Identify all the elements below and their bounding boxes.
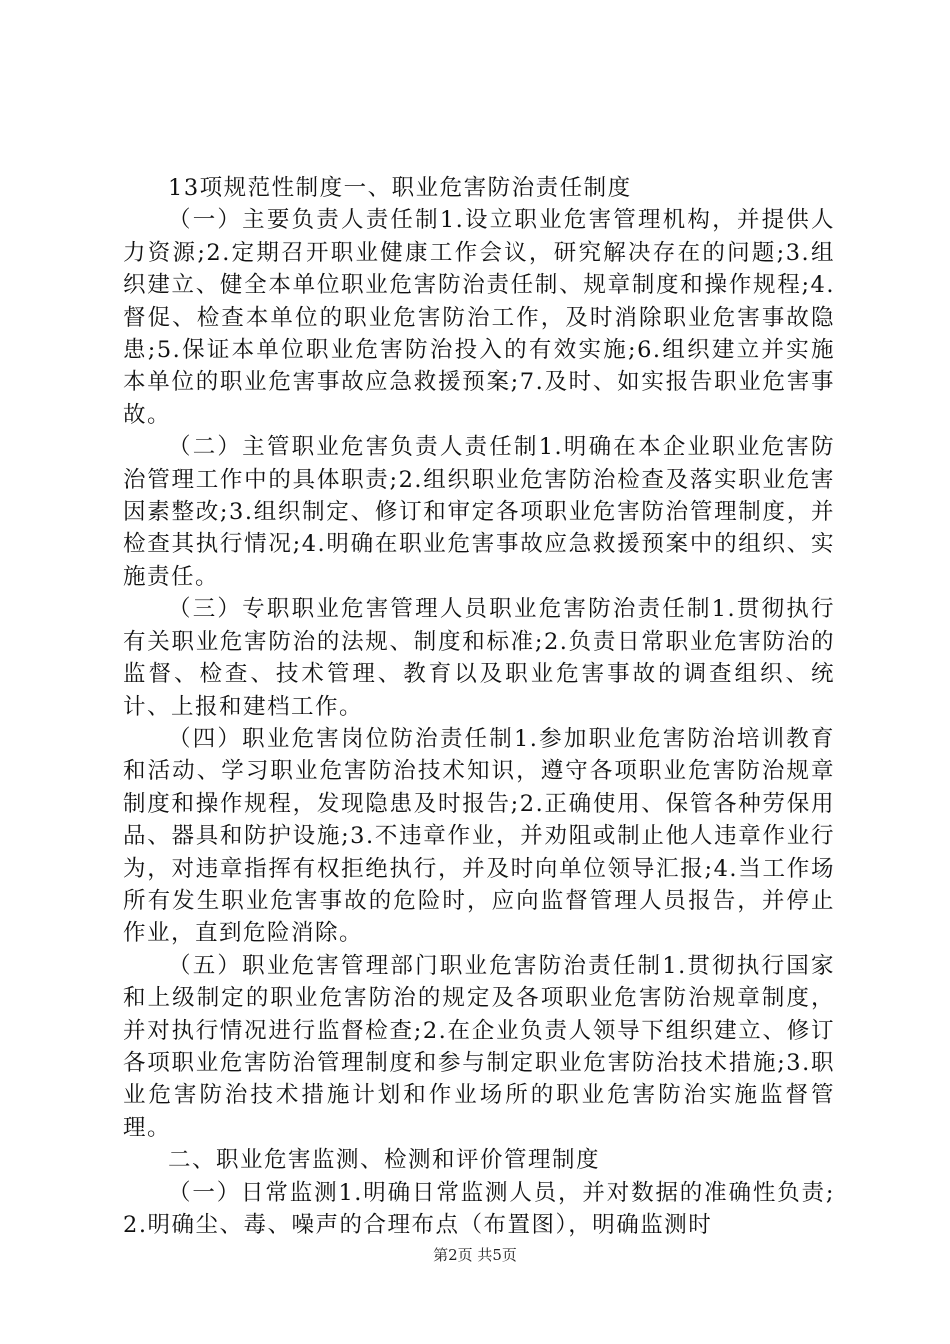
page-footer: 第2页 共5页: [433, 1246, 517, 1264]
paragraph-1: （一）主要负责人责任制1.设立职业危害管理机构，并提供人力资源;2.定期召开职业健康工作会议，研究解决存在的问题;3.组织建立、健全本单位职业危害防治责任制、规章制度和操作规程;4.督促、检查本单位的职业危害防治工作，及时消除职业危害事故隐患;5.保证本单位职业危害防治投入的有效实施;6.组织建立并实施本单位的职业危害事故应急救援预案;7.及时、如实报告职业危害事故。: [123, 207, 835, 428]
paragraph-5: （五）职业危害管理部门职业危害防治责任制1.贯彻执行国家和上级制定的职业危害防治的规定及各项职业危害防治规章制度，并对执行情况进行监督检查;2.在企业负责人领导下组织建立、修订各项职业危害防治管理制度和参与制定职业危害防治技术措施;3.职业危害防治技术措施计划和作业场所的职业危害防治实施监督管理。: [123, 952, 835, 1141]
paragraph-3: （三）专职职业危害管理人员职业危害防治责任制1.贯彻执行有关职业危害防治的法规、制度和标准;2.负责日常职业危害防治的监督、检查、技术管理、教育以及职业危害事故的调查组织、统计、上报和建档工作。: [123, 596, 835, 720]
paragraph-4: （四）职业危害岗位防治责任制1.参加职业危害防治培训教育和活动、学习职业危害防治技术知识，遵守各项职业危害防治规章制度和操作规程，发现隐患及时报告;2.正确使用、保管各种劳保用品、器具和防护设施;3.不违章作业，并劝阻或制止他人违章作业行为，对违章指挥有权拒绝执行，并及时向单位领导汇报;4.当工作场所有发生职业危害事故的危险时，应向监督管理人员报告，并停止作业，直到危险消除。: [123, 725, 835, 947]
document-body: [123, 172, 835, 1241]
section-heading: 二、职业危害监测、检测和评价管理制度: [168, 1147, 601, 1174]
paragraph-2: （二）主管职业危害负责人责任制1.明确在本企业职业危害防治管理工作中的具体职责;2.组织职业危害防治检查及落实职业危害因素整改;3.组织制定、修订和审定各项职业危害防治管理制度，并检查其执行情况;4.明确在职业危害事故应急救援预案中的组织、实施责任。: [123, 434, 835, 590]
paragraph-6: （一）日常监测1.明确日常监测人员，并对数据的准确性负责;2.明确尘、毒、噪声的合理布点（布置图），明确监测时: [123, 1179, 835, 1238]
paragraph-title: 13项规范性制度一、职业危害防治责任制度: [168, 175, 632, 201]
